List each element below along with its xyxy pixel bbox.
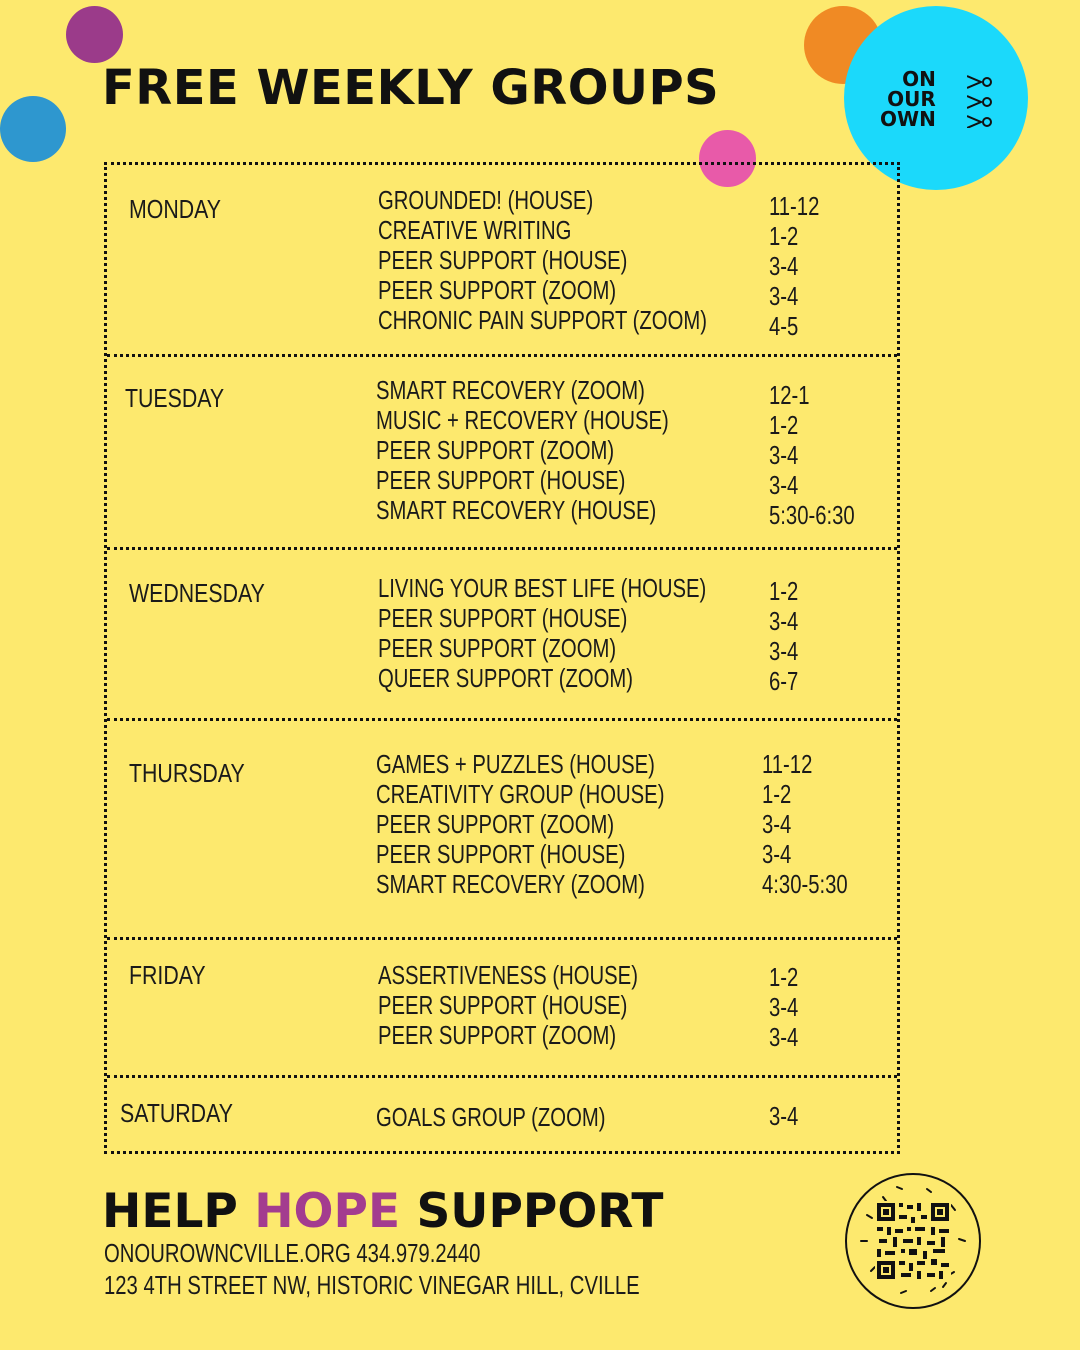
group-list: [378, 960, 758, 1050]
day-row-tuesday: [107, 357, 897, 550]
group-time: 3-4: [769, 440, 799, 470]
group-name: MUSIC + RECOVERY (HOUSE): [376, 405, 669, 435]
logo-line-our: OUR: [887, 87, 936, 111]
group-name: PEER SUPPORT (HOUSE): [378, 603, 628, 633]
arrows-icon: [967, 72, 997, 128]
contact-info: ONOUROWNCVILLE.ORG 434.979.2440: [104, 1238, 481, 1268]
group-list: [378, 185, 758, 335]
tagline: [102, 1184, 663, 1239]
group-name: CHRONIC PAIN SUPPORT (ZOOM): [378, 305, 708, 335]
qr-code-icon: [847, 1175, 979, 1307]
group-time: 1-2: [769, 221, 799, 251]
group-time: 11-12: [762, 749, 813, 779]
group-time: 3-4: [769, 606, 799, 636]
blue-dot: [0, 96, 66, 162]
group-time: 3-4: [769, 1022, 799, 1052]
group-name: PEER SUPPORT (HOUSE): [376, 839, 626, 869]
time-list: [762, 749, 892, 899]
group-name: PEER SUPPORT (ZOOM): [378, 275, 617, 305]
street-address: 123 4TH STREET NW, HISTORIC VINEGAR HILL, CVILLE: [104, 1270, 640, 1300]
logo-line-on: ON: [902, 67, 936, 91]
time-list: [769, 191, 899, 341]
group-name: ASSERTIVENESS (HOUSE): [378, 960, 638, 990]
time-list: [769, 962, 899, 1052]
group-name: GAMES + PUZZLES (HOUSE): [376, 749, 655, 779]
group-name: SMART RECOVERY (ZOOM): [376, 375, 645, 405]
group-name: GOALS GROUP (ZOOM): [376, 1102, 606, 1132]
group-time: 3-4: [762, 809, 792, 839]
group-name: CREATIVITY GROUP (HOUSE): [376, 779, 665, 809]
group-time: 3-4: [769, 470, 799, 500]
day-row-thursday: [107, 721, 897, 940]
group-time: 3-4: [769, 251, 799, 281]
group-time: 1-2: [762, 779, 792, 809]
time-list: [769, 576, 899, 696]
group-time: 4-5: [769, 311, 799, 341]
day-label: FRIDAY: [129, 960, 206, 990]
group-name: PEER SUPPORT (ZOOM): [376, 435, 615, 465]
day-label: THURSDAY: [129, 758, 245, 788]
qr-code[interactable]: [845, 1173, 981, 1309]
group-name: SMART RECOVERY (HOUSE): [376, 495, 657, 525]
purple-dot: [66, 6, 123, 63]
group-name: GROUNDED! (HOUSE): [378, 185, 594, 215]
group-time: 3-4: [769, 1101, 799, 1131]
group-time: 6-7: [769, 666, 799, 696]
group-time: 11-12: [769, 191, 820, 221]
group-name: PEER SUPPORT (ZOOM): [378, 633, 617, 663]
group-time: 1-2: [769, 962, 799, 992]
time-list: [769, 380, 899, 530]
group-name: PEER SUPPORT (HOUSE): [378, 990, 628, 1020]
group-time: 3-4: [769, 636, 799, 666]
group-name: CREATIVE WRITING: [378, 215, 572, 245]
tagline-hope: HOPE: [254, 1184, 401, 1239]
group-time: 1-2: [769, 410, 799, 440]
group-list: [378, 573, 758, 693]
day-label: MONDAY: [129, 194, 222, 224]
group-time: 3-4: [769, 281, 799, 311]
tagline-help: HELP: [102, 1184, 238, 1239]
weekly-schedule: [104, 162, 900, 1154]
group-name: PEER SUPPORT (HOUSE): [376, 465, 626, 495]
day-row-monday: [107, 165, 897, 357]
day-row-wednesday: [107, 550, 897, 721]
group-list: [376, 375, 756, 525]
logo-line-own: OWN: [880, 107, 936, 131]
group-name: LIVING YOUR BEST LIFE (HOUSE): [378, 573, 707, 603]
day-label: SATURDAY: [120, 1098, 233, 1128]
page-title: FREE WEEKLY GROUPS: [102, 60, 720, 116]
group-time: 3-4: [762, 839, 792, 869]
tagline-support: SUPPORT: [416, 1184, 664, 1239]
day-label: WEDNESDAY: [129, 578, 265, 608]
group-name: PEER SUPPORT (ZOOM): [378, 1020, 617, 1050]
day-label: TUESDAY: [125, 383, 225, 413]
day-row-friday: [107, 940, 897, 1078]
group-name: SMART RECOVERY (ZOOM): [376, 869, 645, 899]
group-name: PEER SUPPORT (HOUSE): [378, 245, 628, 275]
group-name: QUEER SUPPORT (ZOOM): [378, 663, 634, 693]
group-time: 4:30-5:30: [762, 869, 848, 899]
group-time: 3-4: [769, 992, 799, 1022]
group-list: [376, 749, 756, 899]
group-time: 5:30-6:30: [769, 500, 855, 530]
day-row-saturday: [107, 1078, 897, 1154]
group-time: 1-2: [769, 576, 799, 606]
group-time: 12-1: [769, 380, 810, 410]
time-list: [769, 1101, 899, 1131]
group-name: PEER SUPPORT (ZOOM): [376, 809, 615, 839]
group-list: [376, 1102, 756, 1132]
